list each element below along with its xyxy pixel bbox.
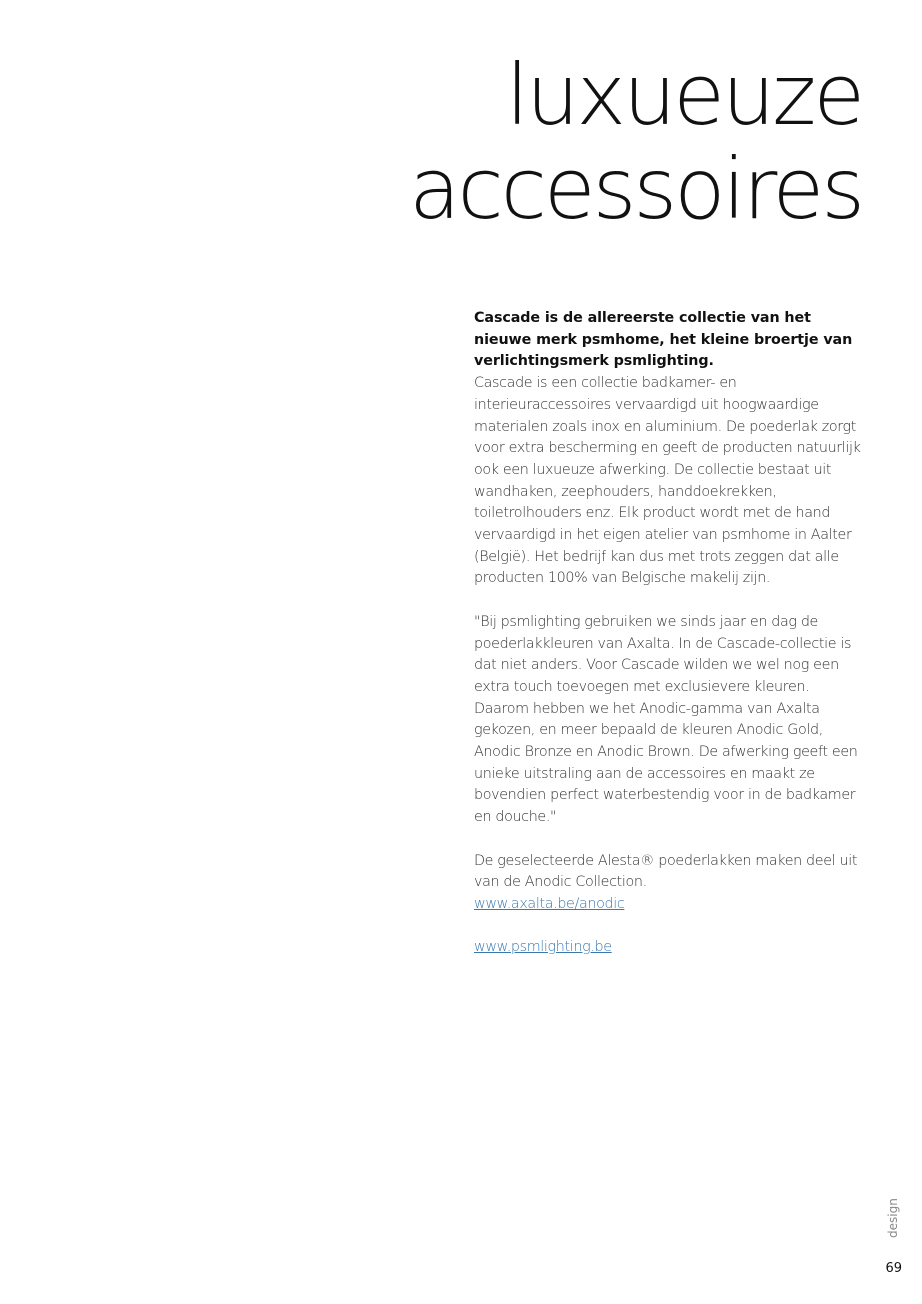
title-line-2: accessoires [409, 140, 862, 238]
quote-paragraph: "Bij psmlighting gebruiken we sinds jaar en dag de poederlakkleuren van Axalta. In de Cascade-collectie is dat niet anders. Voor Cascade wilden we wel nog een extra touch toevoegen met exclusievere kleuren. Daarom hebben we het Anodic-gamma van Axalta gekozen, en meer bepaald de kleuren Anodic Gold, Anodic Bronze en Anodic Brown. De afwerking geeft een unieke uitstraling aan de accessoires en maakt ze bovendien perfect waterbestendig voor in de badkamer en douche." [474, 613, 858, 826]
axalta-link[interactable]: www.axalta.be/anodic [474, 895, 625, 912]
section-label: design [886, 1198, 900, 1238]
article-body [474, 308, 864, 959]
intro-paragraph: Cascade is een collectie badkamer- en interieuraccessoires vervaardigd uit hoogwaardige materialen zoals inox en aluminium. De poederlak zorgt voor extra bescherming en geeft de producten natuurlijk ook een luxueuze afwerking. De collectie bestaat uit wandhaken, zeephouders, handdoekrekken, toiletrolhouders enz. Elk product wordt met de hand vervaardigd in het eigen atelier van psmhome in Aalter (België). Het bedrijf kan dus met trots zeggen dat alle producten 100% van Belgische makelij zijn. [474, 375, 861, 587]
psmlighting-link-line [474, 937, 864, 959]
page-number: 69 [885, 1261, 902, 1276]
psmlighting-link[interactable]: www.psmlighting.be [474, 939, 612, 956]
lead-paragraph: Cascade is de allereerste collectie van het nieuwe merk psmhome, het kleine broertje van verlichtingsmerk psmlighting. [474, 310, 853, 370]
alesta-paragraph: De geselecteerde Alesta® poederlakken maken deel uit van de Anodic Collection. [474, 852, 858, 891]
title-line-1: luxueuze [505, 46, 862, 144]
page-title [409, 48, 862, 236]
axalta-link-line [474, 894, 864, 916]
